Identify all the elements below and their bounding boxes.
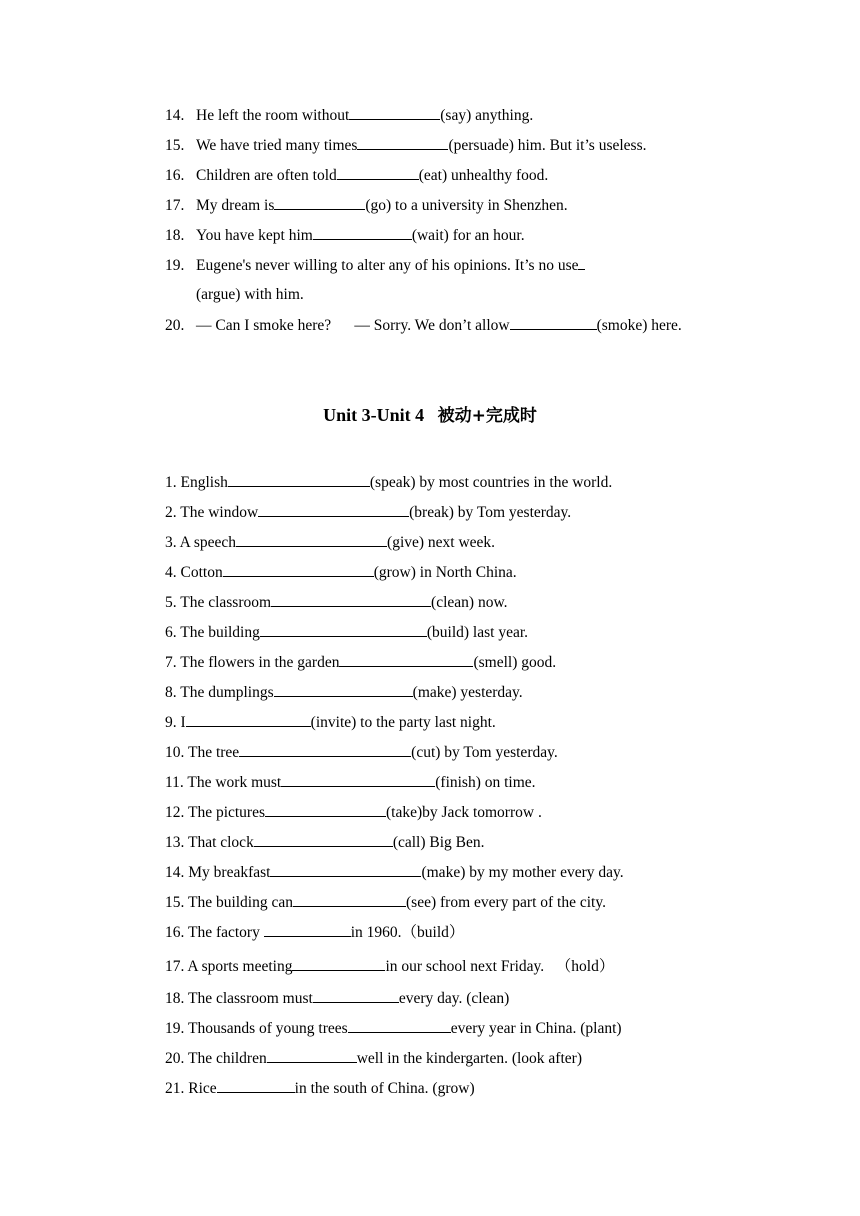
item-text: 4. Cotton: [165, 564, 223, 581]
exercise-line: [196, 285, 304, 305]
item-hint: every day. (clean): [398, 990, 510, 1007]
exercise-line: [165, 165, 548, 186]
item-number: 19.: [165, 257, 185, 274]
item-hint: (cut) by Tom yesterday.: [411, 744, 558, 761]
item-text: 15. The building can: [165, 894, 293, 911]
item-hint: (make) by my mother every day.: [421, 864, 624, 881]
item-hint: in 1960.（build）: [350, 924, 465, 941]
item-text: 18. The classroom must: [165, 990, 313, 1007]
answer-blank[interactable]: [260, 622, 427, 637]
answer-blank[interactable]: [239, 742, 411, 757]
section-title-en: Unit 3-Unit 4: [323, 405, 425, 425]
item-text: 16. The factory: [165, 924, 264, 941]
item-text: 10. The tree: [165, 744, 240, 761]
answer-blank[interactable]: [357, 135, 448, 150]
exercise-line: [165, 832, 485, 853]
item-hint: (see) from every part of the city.: [406, 894, 606, 911]
item-text: 12. The pictures: [165, 804, 266, 821]
item-hint: (argue) with him.: [196, 286, 304, 303]
exercise-line: [165, 532, 495, 553]
answer-blank[interactable]: [313, 988, 399, 1003]
item-hint: (take)by Jack tomorrow .: [386, 804, 542, 821]
item-hint: (give) next week.: [387, 534, 496, 551]
exercise-line: [165, 135, 646, 156]
item-text: 13. That clock: [165, 834, 254, 851]
item-text: 17. A sports meeting: [165, 958, 293, 975]
answer-blank[interactable]: [217, 1078, 295, 1093]
answer-blank[interactable]: [265, 802, 386, 817]
section-title: [0, 403, 860, 428]
answer-blank[interactable]: [270, 862, 421, 877]
answer-blank[interactable]: [337, 165, 419, 180]
answer-blank[interactable]: [264, 922, 351, 937]
item-hint: (smoke) here.: [596, 317, 682, 334]
item-hint: (persuade) him. But it’s useless.: [448, 137, 647, 154]
exercise-line: [165, 1018, 622, 1039]
item-text: 9. I: [165, 714, 186, 731]
item-hint: (finish) on time.: [435, 774, 536, 791]
item-text: 19. Thousands of young trees: [165, 1020, 348, 1037]
item-hint: every year in China. (plant): [450, 1020, 622, 1037]
item-number: 15.: [165, 137, 185, 154]
section-title-cn: 被动+完成时: [437, 406, 537, 426]
item-text: 21. Rice: [165, 1080, 217, 1097]
answer-blank[interactable]: [293, 892, 406, 907]
answer-blank[interactable]: [258, 502, 409, 517]
exercise-line: [165, 225, 525, 246]
item-text: He left the room without: [196, 107, 350, 124]
answer-blank[interactable]: [313, 225, 412, 240]
exercise-line: [165, 1078, 475, 1099]
item-hint: (clean) now.: [431, 594, 508, 611]
item-hint: (build) last year.: [426, 624, 529, 641]
exercise-line: [165, 502, 571, 523]
item-text: 11. The work must: [165, 774, 282, 791]
item-text: 3. A speech: [165, 534, 237, 551]
exercise-line: [165, 922, 464, 943]
item-hint: (grow) in North China.: [373, 564, 517, 581]
item-text: You have kept him: [196, 227, 313, 244]
exercise-line: [165, 105, 533, 126]
item-hint: (eat) unhealthy food.: [418, 167, 549, 184]
item-number: 20.: [165, 317, 185, 334]
item-hint: (make) yesterday.: [412, 684, 523, 701]
exercise-line: [165, 195, 568, 216]
exercise-line: [165, 255, 585, 276]
exercise-line: [165, 652, 556, 673]
answer-blank[interactable]: [186, 712, 311, 727]
item-text: Children are often told: [196, 167, 337, 184]
exercise-line: [165, 682, 523, 703]
item-hint: (wait) for an hour.: [411, 227, 525, 244]
item-hint: (break) by Tom yesterday.: [409, 504, 572, 521]
item-number: 17.: [165, 197, 185, 214]
answer-blank[interactable]: [228, 472, 370, 487]
item-text: My dream is: [196, 197, 275, 214]
exercise-line: [165, 712, 496, 733]
item-hint: (call) Big Ben.: [392, 834, 485, 851]
answer-blank[interactable]: [271, 592, 431, 607]
item-hint: (say) anything.: [440, 107, 534, 124]
item-hint: (go) to a university in Shenzhen.: [365, 197, 568, 214]
exercise-line: [165, 562, 517, 583]
item-number: 14.: [165, 107, 185, 124]
exercise-line: [165, 315, 682, 336]
exercise-line: [165, 622, 528, 643]
item-number: 18.: [165, 227, 185, 244]
item-hint: (invite) to the party last night.: [310, 714, 496, 731]
item-hint: in our school next Friday. （hold）: [385, 958, 615, 975]
exercise-line: [165, 988, 509, 1009]
exercise-line: [165, 742, 558, 763]
exercise-line: [165, 802, 542, 823]
exercise-line: [165, 1048, 582, 1069]
exercise-line: [165, 772, 536, 793]
exercise-line: [165, 472, 612, 493]
answer-blank[interactable]: [281, 772, 435, 787]
answer-blank[interactable]: [578, 255, 585, 270]
answer-blank[interactable]: [510, 315, 597, 330]
exercise-line: [165, 892, 606, 913]
item-text: Eugene's never willing to alter any of his opinions. It’s no use: [196, 257, 579, 274]
item-text: 8. The dumplings: [165, 684, 274, 701]
item-hint: well in the kindergarten. (look after): [356, 1050, 582, 1067]
answer-blank[interactable]: [274, 195, 365, 210]
item-text: 7. The flowers in the garden: [165, 654, 340, 671]
item-text: We have tried many times: [196, 137, 358, 154]
item-text: 14. My breakfast: [165, 864, 271, 881]
item-text: 20. The children: [165, 1050, 267, 1067]
item-text: 2. The window: [165, 504, 259, 521]
item-hint: (speak) by most countries in the world.: [369, 474, 613, 491]
item-text: — Can I smoke here? — Sorry. We don’t allow: [196, 317, 510, 334]
answer-blank[interactable]: [339, 652, 473, 667]
exercise-line: [165, 592, 508, 613]
item-hint: (smell) good.: [473, 654, 557, 671]
item-hint: in the south of China. (grow): [294, 1080, 475, 1097]
answer-blank[interactable]: [349, 105, 440, 120]
answer-blank[interactable]: [254, 832, 393, 847]
item-text: 5. The classroom: [165, 594, 272, 611]
item-text: 1. English: [165, 474, 228, 491]
answer-blank[interactable]: [292, 956, 385, 971]
answer-blank[interactable]: [348, 1018, 451, 1033]
answer-blank[interactable]: [223, 562, 374, 577]
item-number: 16.: [165, 167, 185, 184]
answer-blank[interactable]: [236, 532, 387, 547]
answer-blank[interactable]: [274, 682, 413, 697]
exercise-line: [165, 956, 614, 977]
answer-blank[interactable]: [267, 1048, 357, 1063]
item-text: 6. The building: [165, 624, 260, 641]
exercise-line: [165, 862, 624, 883]
